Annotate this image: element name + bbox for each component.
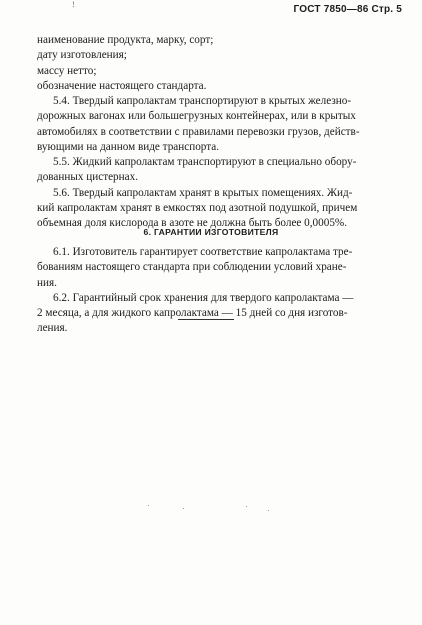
clause-5-4-line: 5.4. Твердый капролактам транспортируют в крытых железно- (53, 95, 352, 107)
clause-5-5-line: дованных цистернах. (37, 171, 138, 184)
marking-item: обозначение настоящего стандарта. (37, 79, 207, 92)
clause-6-1-line: ния. (37, 276, 57, 289)
page-header: ГОСТ 7850—86 Стр. 5 (293, 4, 402, 15)
clause-5-5-line: 5.5. Жидкий капролактам транспортируют в специально обору- (53, 156, 357, 169)
marking-list (37, 33, 403, 94)
clause-5-6-line: 5.6. Твердый капролактам хранят в крытых помещениях. Жид- (53, 186, 353, 199)
section-6-title: 6. ГАРАНТИИ ИЗГОТОВИТЕЛЯ (143, 227, 279, 237)
clause-5-4-line: вующими на данном виде транспорта. (37, 140, 220, 153)
warranty-clauses (37, 245, 403, 337)
clause-5-4-line: дорожных вагонах или большегрузных контейнерах, или в крытых (37, 110, 356, 123)
margin-mark: ! (72, 0, 75, 9)
scan-speck (268, 510, 269, 511)
clause-6-2-line: ления. (37, 322, 68, 335)
marking-item: массу нетто; (37, 64, 97, 77)
clause-5-4-line: автомобилях в соответствии с правилами перевозки грузов, действ- (37, 125, 360, 138)
marking-item: дату изготовления; (37, 49, 127, 62)
clause-6-1-line: 6.1. Изготовитель гарантирует соответствие капролактама тре- (53, 246, 353, 258)
scan-specks (0, 505, 422, 515)
clause-5-6-line: кий капролактам хранят в емкостях под азотной подушкой, причем (37, 202, 358, 215)
transport-storage-clauses (37, 94, 403, 232)
marking-item: наименование продукта, марку, сорт; (37, 34, 214, 46)
clause-6-2-line: 2 месяца, а для жидкого капролактама — 15 дней со дня изготов- (37, 307, 348, 320)
scan-speck (148, 505, 149, 506)
end-rule (178, 319, 234, 320)
scan-speck (183, 508, 184, 509)
clause-6-1-line: бованиям настоящего стандарта при соблюдении условий хране- (37, 261, 347, 274)
scan-speck (246, 506, 247, 507)
clause-5-6-line: объемная доля кислорода в азоте не должна быть более 0,0005%. (37, 217, 348, 230)
clause-6-2-line: 6.2. Гарантийный срок хранения для твердого капролактама — (53, 291, 354, 304)
